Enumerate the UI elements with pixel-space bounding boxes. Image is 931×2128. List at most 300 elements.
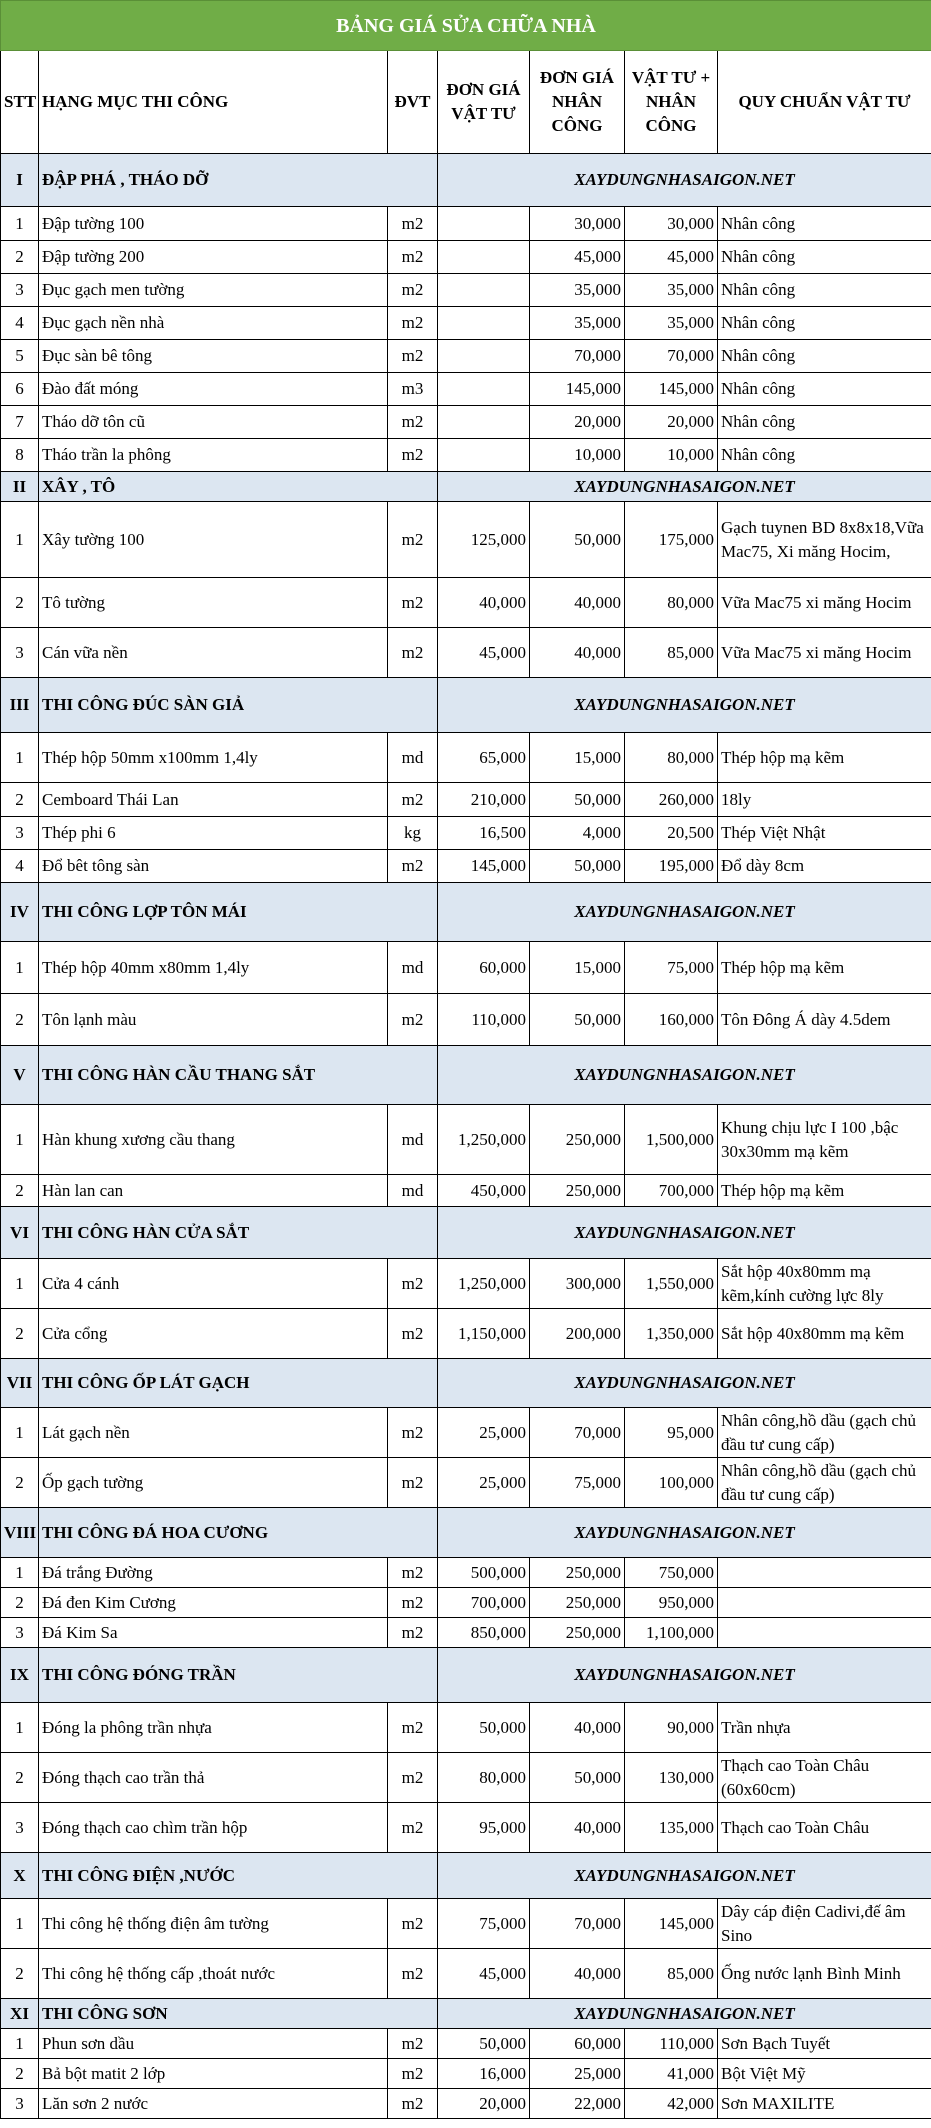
row-item: Đóng la phông trần nhựa: [39, 1703, 388, 1753]
row-spec: Thạch cao Toàn Châu (60x60cm): [718, 1753, 931, 1803]
row-stt: 2: [1, 578, 39, 628]
row-unit: m2: [388, 783, 438, 817]
header-row: [1, 51, 931, 154]
row-material-price: 60,000: [438, 942, 530, 994]
section-row: [1, 472, 931, 502]
row-unit: m2: [388, 1408, 438, 1458]
section-number: IX: [1, 1648, 39, 1703]
table-row: [1, 1949, 931, 1999]
row-item: Tháo dỡ tôn cũ: [39, 406, 388, 439]
row-unit: m2: [388, 2029, 438, 2059]
section-number: III: [1, 678, 39, 733]
row-labor-price: 10,000: [530, 439, 625, 472]
row-spec: Dây cáp điện Cadivi,đế âm Sino: [718, 1899, 931, 1949]
row-spec: Trần nhựa: [718, 1703, 931, 1753]
row-labor-price: 35,000: [530, 274, 625, 307]
row-labor-price: 250,000: [530, 1588, 625, 1618]
row-stt: 8: [1, 439, 39, 472]
row-total-price: 41,000: [625, 2059, 718, 2089]
section-website: XAYDUNGNHASAIGON.NET: [438, 1999, 931, 2029]
row-total-price: 90,000: [625, 1703, 718, 1753]
row-unit: m2: [388, 1703, 438, 1753]
row-item: Xây tường 100: [39, 502, 388, 578]
row-unit: m2: [388, 2059, 438, 2089]
section-name: THI CÔNG ĐÁ HOA CƯƠNG: [39, 1508, 438, 1558]
row-spec: Sơn Bạch Tuyết: [718, 2029, 931, 2059]
section-number: VI: [1, 1207, 39, 1259]
table-row: [1, 994, 931, 1046]
row-material-price: 80,000: [438, 1753, 530, 1803]
row-spec: Nhân công: [718, 439, 931, 472]
table-row: [1, 1175, 931, 1207]
section-website: XAYDUNGNHASAIGON.NET: [438, 472, 931, 502]
row-spec: Tôn Đông Á dày 4.5dem: [718, 994, 931, 1046]
row-item: Ốp gạch tường: [39, 1458, 388, 1508]
row-item: Tháo trần la phông: [39, 439, 388, 472]
row-spec: Thạch cao Toàn Châu: [718, 1803, 931, 1853]
row-stt: 6: [1, 373, 39, 406]
row-unit: m3: [388, 373, 438, 406]
table-row: [1, 733, 931, 783]
section-number: II: [1, 472, 39, 502]
row-stt: 2: [1, 1175, 39, 1207]
row-labor-price: 45,000: [530, 241, 625, 274]
row-labor-price: 50,000: [530, 502, 625, 578]
row-stt: 3: [1, 1803, 39, 1853]
row-material-price: [438, 406, 530, 439]
row-spec: [718, 1558, 931, 1588]
section-number: VIII: [1, 1508, 39, 1558]
row-total-price: 950,000: [625, 1588, 718, 1618]
row-unit: m2: [388, 1558, 438, 1588]
row-total-price: 70,000: [625, 340, 718, 373]
row-spec: Đổ dày 8cm: [718, 850, 931, 883]
table-row: [1, 942, 931, 994]
title-row: [1, 1, 931, 51]
row-unit: m2: [388, 850, 438, 883]
row-stt: 2: [1, 1588, 39, 1618]
table-row: [1, 783, 931, 817]
row-item: Đóng thạch cao chìm trần hộp: [39, 1803, 388, 1853]
row-total-price: 45,000: [625, 241, 718, 274]
row-labor-price: 40,000: [530, 1803, 625, 1853]
row-total-price: 10,000: [625, 439, 718, 472]
row-spec: Sơn MAXILITE: [718, 2089, 931, 2119]
row-material-price: 45,000: [438, 628, 530, 678]
row-item: Đục gạch nền nhà: [39, 307, 388, 340]
row-unit: kg: [388, 817, 438, 850]
row-stt: 1: [1, 1408, 39, 1458]
row-material-price: 450,000: [438, 1175, 530, 1207]
table-row: [1, 406, 931, 439]
row-spec: Sắt hộp 40x80mm mạ kẽm,kính cường lực 8ly: [718, 1259, 931, 1309]
row-stt: 1: [1, 1259, 39, 1309]
row-labor-price: 40,000: [530, 1949, 625, 1999]
section-name: THI CÔNG HÀN CỬA SẮT: [39, 1207, 438, 1259]
section-number: VII: [1, 1359, 39, 1408]
row-material-price: 95,000: [438, 1803, 530, 1853]
row-item: Thép phi 6: [39, 817, 388, 850]
row-spec: [718, 1588, 931, 1618]
col-header-spec: QUY CHUẨN VẬT TƯ: [718, 51, 931, 154]
row-total-price: 160,000: [625, 994, 718, 1046]
table-row: [1, 207, 931, 241]
section-row: [1, 883, 931, 942]
row-total-price: 135,000: [625, 1803, 718, 1853]
row-spec: 18ly: [718, 783, 931, 817]
row-spec: Ống nước lạnh Bình Minh: [718, 1949, 931, 1999]
row-material-price: 850,000: [438, 1618, 530, 1648]
row-total-price: 1,350,000: [625, 1309, 718, 1359]
table-row: [1, 241, 931, 274]
section-row: [1, 1508, 931, 1558]
section-website: XAYDUNGNHASAIGON.NET: [438, 678, 931, 733]
row-labor-price: 50,000: [530, 1753, 625, 1803]
row-stt: 2: [1, 1753, 39, 1803]
row-total-price: 1,500,000: [625, 1105, 718, 1175]
row-labor-price: 40,000: [530, 578, 625, 628]
table-row: [1, 274, 931, 307]
row-labor-price: 250,000: [530, 1558, 625, 1588]
row-material-price: 75,000: [438, 1899, 530, 1949]
row-item: Thi công hệ thống cấp ,thoát nước: [39, 1949, 388, 1999]
row-material-price: 700,000: [438, 1588, 530, 1618]
row-item: Lát gạch nền: [39, 1408, 388, 1458]
row-material-price: [438, 241, 530, 274]
row-total-price: 20,000: [625, 406, 718, 439]
row-spec: Thép hộp mạ kẽm: [718, 942, 931, 994]
row-unit: m2: [388, 1803, 438, 1853]
row-item: Bả bột matit 2 lớp: [39, 2059, 388, 2089]
row-total-price: 80,000: [625, 578, 718, 628]
section-row: [1, 1207, 931, 1259]
row-unit: m2: [388, 207, 438, 241]
row-labor-price: 20,000: [530, 406, 625, 439]
row-stt: 4: [1, 850, 39, 883]
row-stt: 2: [1, 994, 39, 1046]
row-unit: md: [388, 942, 438, 994]
row-stt: 2: [1, 1458, 39, 1508]
row-item: Đá đen Kim Cương: [39, 1588, 388, 1618]
table-row: [1, 1618, 931, 1648]
row-labor-price: 145,000: [530, 373, 625, 406]
row-material-price: 145,000: [438, 850, 530, 883]
row-total-price: 20,500: [625, 817, 718, 850]
table-row: [1, 1753, 931, 1803]
row-material-price: 45,000: [438, 1949, 530, 1999]
row-material-price: 1,250,000: [438, 1105, 530, 1175]
row-item: Đập tường 200: [39, 241, 388, 274]
col-header-material-price: ĐƠN GIÁ VẬT TƯ: [438, 51, 530, 154]
section-row: [1, 1648, 931, 1703]
section-row: [1, 1359, 931, 1408]
row-item: Tôn lạnh màu: [39, 994, 388, 1046]
row-item: Thép hộp 40mm x80mm 1,4ly: [39, 942, 388, 994]
row-total-price: 110,000: [625, 2029, 718, 2059]
row-labor-price: 70,000: [530, 340, 625, 373]
row-unit: m2: [388, 2089, 438, 2119]
row-labor-price: 250,000: [530, 1105, 625, 1175]
row-stt: 2: [1, 1309, 39, 1359]
row-unit: md: [388, 1175, 438, 1207]
row-spec: Thép hộp mạ kẽm: [718, 1175, 931, 1207]
row-unit: m2: [388, 1618, 438, 1648]
section-website: XAYDUNGNHASAIGON.NET: [438, 1648, 931, 1703]
row-spec: Nhân công: [718, 340, 931, 373]
section-website: XAYDUNGNHASAIGON.NET: [438, 154, 931, 207]
row-total-price: 95,000: [625, 1408, 718, 1458]
section-number: XI: [1, 1999, 39, 2029]
row-item: Thi công hệ thống điện âm tường: [39, 1899, 388, 1949]
col-header-item: HẠNG MỤC THI CÔNG: [39, 51, 388, 154]
row-spec: Gạch tuynen BD 8x8x18,Vữa Mac75, Xi măng Hocim,: [718, 502, 931, 578]
section-number: V: [1, 1046, 39, 1105]
row-item: Phun sơn dầu: [39, 2029, 388, 2059]
row-unit: m2: [388, 1899, 438, 1949]
row-spec: Khung chịu lực I 100 ,bậc 30x30mm mạ kẽm: [718, 1105, 931, 1175]
row-stt: 3: [1, 274, 39, 307]
row-total-price: 80,000: [625, 733, 718, 783]
section-name: THI CÔNG ĐÚC SÀN GIẢ: [39, 678, 438, 733]
section-name: XÂY , TÔ: [39, 472, 438, 502]
row-material-price: [438, 307, 530, 340]
table-row: [1, 373, 931, 406]
row-labor-price: 200,000: [530, 1309, 625, 1359]
table-row: [1, 2029, 931, 2059]
table-row: [1, 1558, 931, 1588]
row-labor-price: 50,000: [530, 994, 625, 1046]
section-name: ĐẬP PHÁ , THÁO DỠ: [39, 154, 438, 207]
row-material-price: [438, 207, 530, 241]
row-labor-price: 300,000: [530, 1259, 625, 1309]
row-spec: Nhân công,hồ dầu (gạch chủ đầu tư cung cấp): [718, 1408, 931, 1458]
row-item: Đá Kim Sa: [39, 1618, 388, 1648]
row-total-price: 42,000: [625, 2089, 718, 2119]
row-spec: Nhân công: [718, 406, 931, 439]
row-item: Đào đất móng: [39, 373, 388, 406]
row-stt: 1: [1, 2029, 39, 2059]
row-item: Đập tường 100: [39, 207, 388, 241]
table-row: [1, 1259, 931, 1309]
section-row: [1, 154, 931, 207]
section-number: I: [1, 154, 39, 207]
table-row: [1, 578, 931, 628]
row-stt: 2: [1, 2059, 39, 2089]
section-row: [1, 1046, 931, 1105]
section-name: THI CÔNG LỢP TÔN MÁI: [39, 883, 438, 942]
row-material-price: 1,250,000: [438, 1259, 530, 1309]
table-row: [1, 1105, 931, 1175]
row-stt: 1: [1, 1703, 39, 1753]
section-website: XAYDUNGNHASAIGON.NET: [438, 1359, 931, 1408]
section-website: XAYDUNGNHASAIGON.NET: [438, 1046, 931, 1105]
row-unit: m2: [388, 628, 438, 678]
row-spec: Nhân công,hồ dầu (gạch chủ đầu tư cung cấp): [718, 1458, 931, 1508]
row-item: Cửa cổng: [39, 1309, 388, 1359]
row-unit: m2: [388, 502, 438, 578]
row-material-price: 500,000: [438, 1558, 530, 1588]
row-total-price: 175,000: [625, 502, 718, 578]
row-material-price: [438, 439, 530, 472]
section-website: XAYDUNGNHASAIGON.NET: [438, 883, 931, 942]
row-total-price: 145,000: [625, 373, 718, 406]
row-labor-price: 70,000: [530, 1408, 625, 1458]
row-unit: m2: [388, 439, 438, 472]
section-row: [1, 1853, 931, 1899]
row-spec: Thép Việt Nhật: [718, 817, 931, 850]
row-labor-price: 4,000: [530, 817, 625, 850]
row-total-price: 700,000: [625, 1175, 718, 1207]
section-name: THI CÔNG ỐP LÁT GẠCH: [39, 1359, 438, 1408]
row-unit: m2: [388, 1259, 438, 1309]
row-stt: 7: [1, 406, 39, 439]
table-row: [1, 628, 931, 678]
row-unit: m2: [388, 578, 438, 628]
section-row: [1, 1999, 931, 2029]
row-total-price: 35,000: [625, 307, 718, 340]
row-material-price: 20,000: [438, 2089, 530, 2119]
row-stt: 1: [1, 1105, 39, 1175]
table-row: [1, 1588, 931, 1618]
row-labor-price: 75,000: [530, 1458, 625, 1508]
row-material-price: [438, 274, 530, 307]
row-spec: Sắt hộp 40x80mm mạ kẽm: [718, 1309, 931, 1359]
row-labor-price: 40,000: [530, 1703, 625, 1753]
table-row: [1, 2089, 931, 2119]
row-unit: m2: [388, 1458, 438, 1508]
row-stt: 3: [1, 628, 39, 678]
row-labor-price: 35,000: [530, 307, 625, 340]
table-row: [1, 1899, 931, 1949]
row-total-price: 145,000: [625, 1899, 718, 1949]
table-row: [1, 1458, 931, 1508]
table-row: [1, 1803, 931, 1853]
row-stt: 1: [1, 942, 39, 994]
row-material-price: 16,000: [438, 2059, 530, 2089]
row-stt: 2: [1, 783, 39, 817]
row-item: Hàn lan can: [39, 1175, 388, 1207]
row-total-price: 1,550,000: [625, 1259, 718, 1309]
row-spec: Bột Việt Mỹ: [718, 2059, 931, 2089]
table-row: [1, 2059, 931, 2089]
col-header-labor-price: ĐƠN GIÁ NHÂN CÔNG: [530, 51, 625, 154]
table-row: [1, 1309, 931, 1359]
row-material-price: 16,500: [438, 817, 530, 850]
row-stt: 3: [1, 1618, 39, 1648]
row-labor-price: 50,000: [530, 783, 625, 817]
row-stt: 5: [1, 340, 39, 373]
section-number: IV: [1, 883, 39, 942]
row-unit: m2: [388, 406, 438, 439]
section-website: XAYDUNGNHASAIGON.NET: [438, 1508, 931, 1558]
row-total-price: 30,000: [625, 207, 718, 241]
row-unit: m2: [388, 340, 438, 373]
row-unit: m2: [388, 1309, 438, 1359]
row-material-price: 210,000: [438, 783, 530, 817]
row-unit: m2: [388, 1753, 438, 1803]
row-spec: Nhân công: [718, 274, 931, 307]
row-unit: m2: [388, 241, 438, 274]
row-unit: m2: [388, 1588, 438, 1618]
table-row: [1, 307, 931, 340]
row-item: Hàn khung xương cầu thang: [39, 1105, 388, 1175]
page-title: BẢNG GIÁ SỬA CHỮA NHÀ: [1, 1, 931, 51]
row-total-price: 35,000: [625, 274, 718, 307]
row-item: Lăn sơn 2 nước: [39, 2089, 388, 2119]
row-spec: Thép hộp mạ kẽm: [718, 733, 931, 783]
row-material-price: 65,000: [438, 733, 530, 783]
row-labor-price: 250,000: [530, 1175, 625, 1207]
row-unit: m2: [388, 274, 438, 307]
row-item: Tô tường: [39, 578, 388, 628]
row-item: Đục sàn bê tông: [39, 340, 388, 373]
row-spec: Nhân công: [718, 307, 931, 340]
row-labor-price: 30,000: [530, 207, 625, 241]
row-stt: 1: [1, 207, 39, 241]
table-body: [1, 154, 931, 2119]
section-number: X: [1, 1853, 39, 1899]
row-unit: m2: [388, 307, 438, 340]
row-item: Đổ bêt tông sàn: [39, 850, 388, 883]
row-labor-price: 15,000: [530, 942, 625, 994]
row-material-price: 125,000: [438, 502, 530, 578]
section-website: XAYDUNGNHASAIGON.NET: [438, 1207, 931, 1259]
row-stt: 2: [1, 241, 39, 274]
row-material-price: [438, 340, 530, 373]
row-item: Cửa 4 cánh: [39, 1259, 388, 1309]
row-total-price: 85,000: [625, 1949, 718, 1999]
row-material-price: 110,000: [438, 994, 530, 1046]
row-item: Đá trắng Đường: [39, 1558, 388, 1588]
row-labor-price: 70,000: [530, 1899, 625, 1949]
section-name: THI CÔNG HÀN CẦU THANG SẮT: [39, 1046, 438, 1105]
table-row: [1, 439, 931, 472]
row-labor-price: 22,000: [530, 2089, 625, 2119]
row-spec: Nhân công: [718, 373, 931, 406]
row-spec: Nhân công: [718, 241, 931, 274]
row-unit: md: [388, 733, 438, 783]
row-item: Đục gạch men tường: [39, 274, 388, 307]
table-row: [1, 1408, 931, 1458]
row-stt: 4: [1, 307, 39, 340]
row-total-price: 130,000: [625, 1753, 718, 1803]
row-item: Thép hộp 50mm x100mm 1,4ly: [39, 733, 388, 783]
row-total-price: 1,100,000: [625, 1618, 718, 1648]
row-spec: [718, 1618, 931, 1648]
col-header-total-price: VẬT TƯ + NHÂN CÔNG: [625, 51, 718, 154]
row-unit: md: [388, 1105, 438, 1175]
row-total-price: 75,000: [625, 942, 718, 994]
row-stt: 1: [1, 502, 39, 578]
row-item: Cemboard Thái Lan: [39, 783, 388, 817]
section-name: THI CÔNG ĐIỆN ,NƯỚC: [39, 1853, 438, 1899]
row-material-price: 1,150,000: [438, 1309, 530, 1359]
table-row: [1, 817, 931, 850]
row-total-price: 195,000: [625, 850, 718, 883]
row-material-price: 40,000: [438, 578, 530, 628]
row-stt: 1: [1, 1899, 39, 1949]
col-header-stt: STT: [1, 51, 39, 154]
row-unit: m2: [388, 1949, 438, 1999]
section-website: XAYDUNGNHASAIGON.NET: [438, 1853, 931, 1899]
row-total-price: 260,000: [625, 783, 718, 817]
row-spec: Vữa Mac75 xi măng Hocim: [718, 628, 931, 678]
row-stt: 3: [1, 2089, 39, 2119]
row-spec: Vữa Mac75 xi măng Hocim: [718, 578, 931, 628]
row-stt: 2: [1, 1949, 39, 1999]
row-material-price: 25,000: [438, 1458, 530, 1508]
col-header-unit: ĐVT: [388, 51, 438, 154]
